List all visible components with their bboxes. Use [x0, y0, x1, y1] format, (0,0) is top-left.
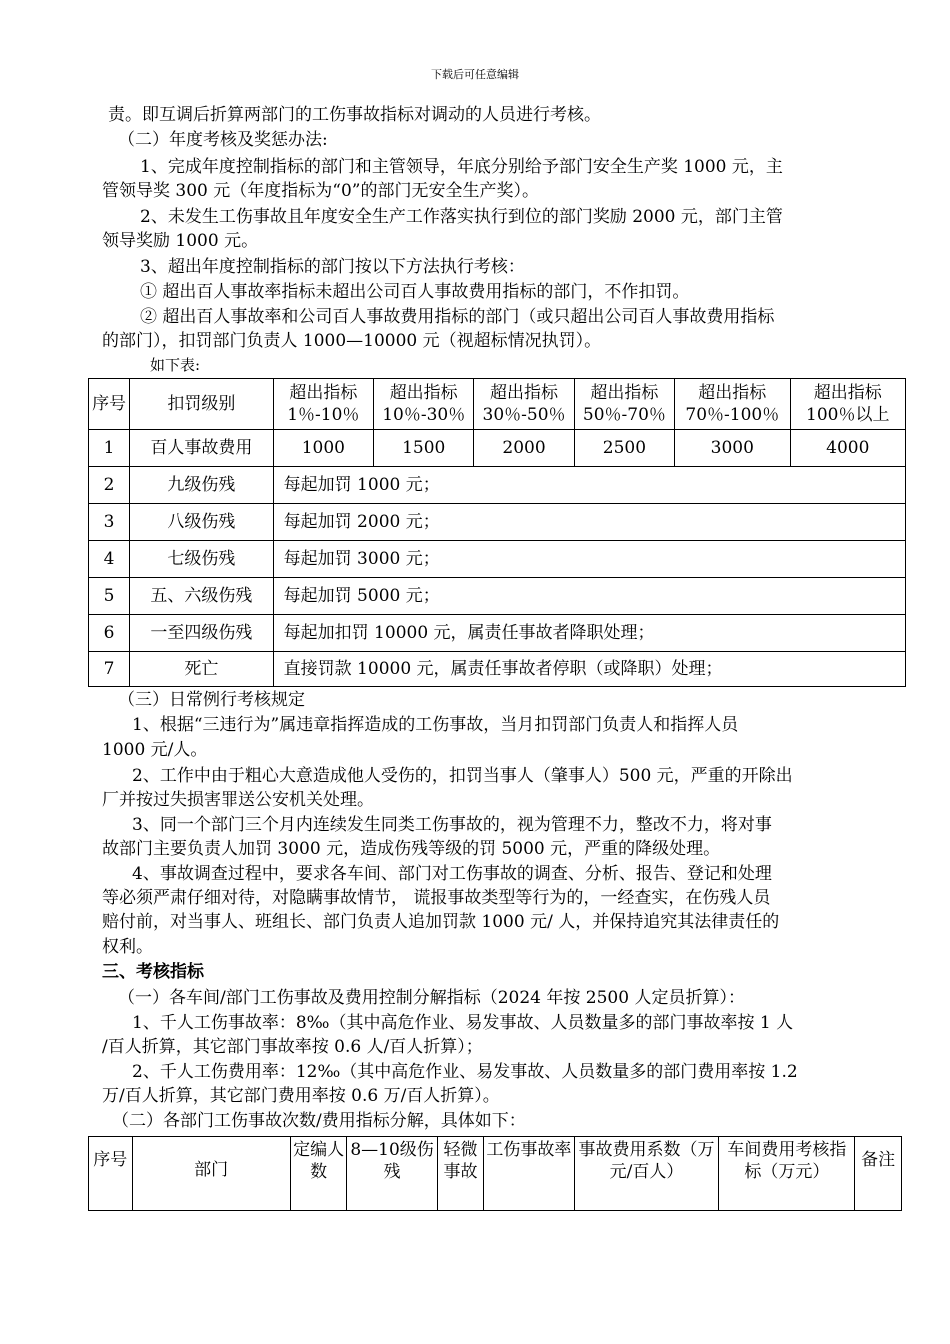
- table-header-row: [89, 1137, 902, 1211]
- section-heading: （二）各部门工伤事故次数/费用指标分解，具体如下：: [112, 1111, 526, 1131]
- cell-no: 3: [89, 504, 130, 541]
- paragraph-line: 厂并按过失损害罪送公安机关处理。: [102, 790, 374, 810]
- cell-text: 每起加罚 5000 元；: [273, 578, 905, 615]
- cell-no: 6: [89, 615, 130, 652]
- cell-level: 百人事故费用: [130, 430, 274, 467]
- header-cell: 备注: [855, 1137, 902, 1211]
- section-heading: （二）年度考核及奖惩办法:: [118, 130, 328, 150]
- section-title: 三、考核指标: [102, 962, 204, 982]
- header-cell-range: 超出指标 70％-100％: [675, 379, 790, 430]
- header-cell-level: 扣罚级别: [130, 379, 274, 430]
- paragraph-line: ① 超出百人事故率指标未超出公司百人事故费用指标的部门，不作扣罚。: [140, 282, 690, 302]
- header-cell: 8—10级伤残: [347, 1137, 437, 1211]
- paragraph-line: ② 超出百人事故率和公司百人事故费用指标的部门（或只超出公司百人事故费用指标: [140, 307, 775, 327]
- cell-value: 3000: [675, 430, 790, 467]
- cell-value: 4000: [790, 430, 905, 467]
- cell-value: 2000: [474, 430, 574, 467]
- header-cell: 事故费用系数（万元/百人）: [574, 1137, 719, 1211]
- table-row: [89, 578, 906, 615]
- paragraph-line: 1、根据“三违行为”属违章指挥造成的工伤事故，当月扣罚部门负责人和指挥人员: [132, 715, 739, 735]
- paragraph-line: 2、工作中由于粗心大意造成他人受伤的，扣罚当事人（肇事人）500 元，严重的开除出: [132, 766, 793, 786]
- cell-value: 1500: [374, 430, 474, 467]
- cell-no: 2: [89, 467, 130, 504]
- table-header-row: [89, 379, 906, 430]
- paragraph-line: 1、完成年度控制指标的部门和主管领导，年底分别给予部门安全生产奖 1000 元，主: [140, 157, 783, 177]
- cell-level: 五、六级伤残: [130, 578, 274, 615]
- cell-value: 1000: [273, 430, 373, 467]
- paragraph-line: 赔付前，对当事人、班组长、部门负责人追加罚款 1000 元/ 人，并保持追究其法律责任的: [102, 912, 780, 932]
- section-heading: （三）日常例行考核规定: [118, 690, 305, 710]
- cell-text: 直接罚款 10000 元，属责任事故者停职（或降职）处理；: [273, 652, 905, 687]
- paragraph-line: 4、事故调查过程中，要求各车间、部门对工伤事故的调查、分析、报告、登记和处理: [132, 864, 772, 884]
- header-cell: 序号: [89, 1137, 133, 1211]
- paragraph-line: 权利。: [102, 937, 153, 957]
- cell-text: 每起加罚 2000 元；: [273, 504, 905, 541]
- paragraph-line: 领导奖励 1000 元。: [102, 231, 259, 251]
- cell-text: 每起加罚 1000 元；: [273, 467, 905, 504]
- cell-no: 4: [89, 541, 130, 578]
- paragraph-line: 责。即互调后折算两部门的工伤事故指标对调动的人员进行考核。: [108, 105, 601, 125]
- cell-level: 八级伤残: [130, 504, 274, 541]
- paragraph-line: 3、超出年度控制指标的部门按以下方法执行考核：: [140, 257, 525, 277]
- cell-value: 2500: [574, 430, 674, 467]
- paragraph-line: 3、同一个部门三个月内连续发生同类工伤事故的，视为管理不力，整改不力，将对事: [132, 815, 772, 835]
- paragraph-line: /百人折算，其它部门事故率按 0.6 人/百人折算）；: [102, 1037, 483, 1057]
- department-index-table: [88, 1136, 902, 1211]
- header-cell-range: 超出指标 10％-30％: [374, 379, 474, 430]
- table-caption: 如下表:: [150, 356, 201, 374]
- header-cell: 部门: [132, 1137, 290, 1211]
- cell-level: 死亡: [130, 652, 274, 687]
- table-row: [89, 430, 906, 467]
- paragraph-line: 等必须严肃仔细对待，对隐瞒事故情节， 谎报事故类型等行为的，一经查实，在伤残人员: [102, 888, 771, 908]
- cell-level: 七级伤残: [130, 541, 274, 578]
- header-cell: 定编人数: [290, 1137, 347, 1211]
- paragraph-line: 1、千人工伤事故率：8‰（其中高危作业、易发事故、人员数量多的部门事故率按 1 人: [132, 1013, 794, 1033]
- paragraph-line: 故部门主要负责人加罚 3000 元，造成伤残等级的罚 5000 元，严重的降级处理。: [102, 839, 721, 859]
- paragraph-line: 2、千人工伤费用率：12‰（其中高危作业、易发事故、人员数量多的部门费用率按 1.2: [132, 1062, 798, 1082]
- paragraph-line: 的部门），扣罚部门负责人 1000—10000 元（视超标情况执罚）。: [102, 331, 602, 351]
- table-row: [89, 652, 906, 687]
- cell-no: 1: [89, 430, 130, 467]
- cell-text: 每起加扣罚 10000 元，属责任事故者降职处理；: [273, 615, 905, 652]
- paragraph-line: 万/百人折算，其它部门费用率按 0.6 万/百人折算）。: [102, 1086, 500, 1106]
- header-cell-range: 超出指标 1％-10％: [273, 379, 373, 430]
- table-row: [89, 504, 906, 541]
- header-cell: 车间费用考核指标（万元）: [719, 1137, 855, 1211]
- header-cell: 工伤事故率: [484, 1137, 574, 1211]
- header-cell: 轻微事故: [437, 1137, 484, 1211]
- paragraph-line: 2、未发生工伤事故且年度安全生产工作落实执行到位的部门奖励 2000 元，部门主管: [140, 207, 783, 227]
- cell-no: 5: [89, 578, 130, 615]
- cell-level: 九级伤残: [130, 467, 274, 504]
- penalty-table: [88, 378, 906, 687]
- table-row: [89, 541, 906, 578]
- table-row: [89, 467, 906, 504]
- table-row: [89, 615, 906, 652]
- cell-no: 7: [89, 652, 130, 687]
- cell-text: 每起加罚 3000 元；: [273, 541, 905, 578]
- header-cell-no: 序号: [89, 379, 130, 430]
- cell-level: 一至四级伤残: [130, 615, 274, 652]
- section-heading: （一）各车间/部门工伤事故及费用控制分解指标（2024 年按 2500 人定员折算）：: [118, 988, 745, 1008]
- header-cell-range: 超出指标 30％-50％: [474, 379, 574, 430]
- paragraph-line: 管领导奖 300 元（年度指标为“0”的部门无安全生产奖）。: [102, 181, 539, 201]
- page-header: 下载后可任意编辑: [431, 68, 519, 81]
- header-cell-range: 超出指标 100％以上: [790, 379, 905, 430]
- paragraph-line: 1000 元/人。: [102, 740, 208, 760]
- header-cell-range: 超出指标 50％-70％: [574, 379, 674, 430]
